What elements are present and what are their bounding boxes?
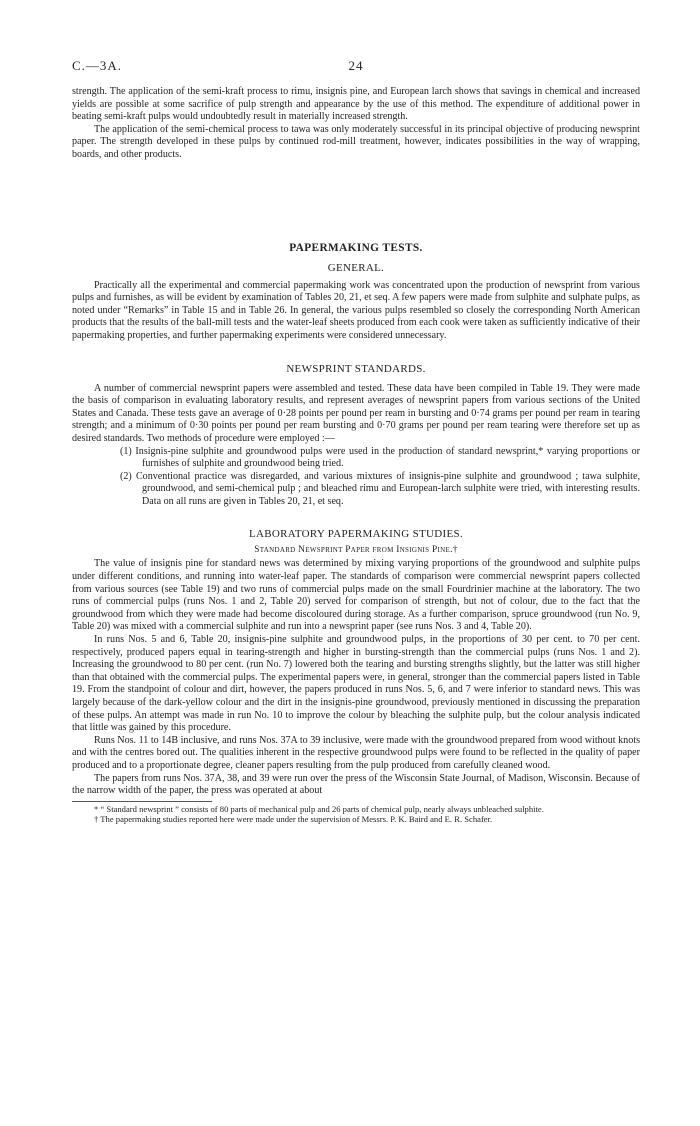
intro-paragraph: The application of the semi-chemical process to tawa was only moderately successful in its principal objective of producing newsprint paper. The strength developed in these pulps by continued rod-mill treatment, however, indicates possibilities in the way of wrapping, boards, and other products. — [72, 123, 640, 160]
footnote: † The papermaking studies reported here were made under the supervision of Messrs. P. K. Baird and E. R. Schafer. — [94, 814, 493, 825]
procedure-list — [72, 446, 640, 509]
section-subtitle-general: GENERAL. — [327, 261, 385, 274]
section-title-papermaking-tests: PAPERMAKING TESTS. — [289, 241, 423, 254]
page-header — [72, 58, 640, 76]
intro-paragraph: strength. The application of the semi-kraft process to rimu, insignis pine, and European larch shows that savings in chemical and increased yields are possible at some sacrifice of pulp strength and appearance by the use of this method. The expenditure of additional power in beating semi-kraft pulps would undoubtedly result in materially increased strength. — [72, 86, 640, 123]
body-paragraph: The papers from runs Nos. 37A, 38, and 39 were run over the press of the Wisconsin State Journal, of Madison, Wisconsin. Because of the narrow width of the paper, the press was operated at about — [72, 772, 640, 797]
list-item: (2) Conventional practice was disregarded, and various mixtures of insignis-pine sulphite and groundwood ; tawa sulphite, groundwood, and semi-chemical pulp ; and bleached rimu and European-larch sulphite were tried, with interesting results. Data on all runs are given in Tables 20, 21, et seq. — [120, 470, 640, 507]
body-paragraph: Runs Nos. 11 to 14B inclusive, and runs Nos. 37A to 39 inclusive, were made with the groundwood prepared from wood without knots and with the centres bored out. The qualities inherent in the respective groundwood pulps were found to be reflected in the quality of paper produced and to a proportionate degree, cleaner papers resulting from the pulp produced from carefully cleaned wood. — [72, 734, 640, 771]
footnote-divider — [72, 801, 212, 802]
body-paragraph: The value of insignis pine for standard news was determined by mixing varying proportions of the groundwood and sulphite pulps under different conditions, and running into water-leaf paper. The standards of comparison were commercial newsprint papers collected from various sources (see Table 19) and two runs of commercial pulps made on the small Fourdrinier machine at the laboratory. The two runs of commercial pulps (runs Nos. 1 and 2, Table 20) served for comparison of strength, but not of colour, due to the fact that the groundwood from which they were made had become discoloured during storage. As a further comparison, spruce groundwood (run No. 9, Table 20) was mixed with a commercial sulphite and run into a newsprint paper (see runs Nos. 3 and 4, Table 20). — [72, 558, 640, 633]
body-paragraph: Practically all the experimental and commercial papermaking work was concentrated upon the production of newsprint from various pulps and furnishes, as will be evident by examination of Tables 20, 21, et seq. A few papers were made from sulphite and sulphate pulps, as noted under “Remarks” in Table 15 and in Table 26. In general, the various pulps resembled so closely the corresponding North American products that the results of the ball-mill tests and the water-leaf sheets produced from each cook were taken as sufficiently indicative of their papermaking properties, and further papermaking experiments were considered unnecessary. — [72, 279, 640, 341]
section-subtitle-standard-newsprint: Standard Newsprint Paper from Insignis Pine.† — [254, 545, 458, 556]
page-number: 24 — [348, 58, 364, 73]
document-reference: C.—3A. — [72, 58, 123, 73]
body-paragraph: A number of commercial newsprint papers were assembled and tested. These data have been compiled in Table 19. They were made the basis of comparison in evaluating laboratory results, and represent averages of newsprint papers from various sections of the United States and Canada. These tests gave an average of 0·28 points per pound per ream in bursting and 0·74 grams per pound per ream in tearing strength; and a minimum of 0·30 points per pound per ream bursting and 0·70 grams per pound per ream tearing were therefore set up as desired standards. Two methods of procedure were employed :— — [72, 382, 640, 444]
body-paragraph: In runs Nos. 5 and 6, Table 20, insignis-pine sulphite and groundwood pulps, in the proportions of 30 per cent. to 70 per cent. respectively, produced papers equal in tearing-strength and higher in bursting-strength than the commercial pulps (runs Nos. 1 and 2). Increasing the groundwood to 80 per cent. (run No. 7) lowered both the tearing and bursting strengths slightly, but the latter was still higher than that obtained with the commercial pulps. The experimental papers were, in general, stronger than the commercial papers listed in Table 19. From the standpoint of colour and dirt, however, the papers produced in runs Nos. 5, 6, and 7 were inferior to standard news. This was largely because of the dark-yellow colour and the dirt in the insignis-pine groundwood, previously mentioned in discussing the preparation of these pulps. An attempt was made in run No. 10 to improve the colour by bleaching the sulphite pulp, but the colour analysis indicated that little was gained by this procedure. — [72, 634, 640, 734]
footnote: * “ Standard newsprint ” consists of 80 parts of mechanical pulp and 26 parts of chemical pulp, nearly always unbleached sulphite. — [94, 803, 544, 814]
list-item: (1) Insignis-pine sulphite and groundwood pulps were used in the production of standard newsprint,* varying proportions or furnishes of sulphite and groundwood being tried. — [120, 445, 640, 470]
section-title-newsprint-standards: NEWSPRINT STANDARDS. — [286, 362, 426, 375]
footnotes — [72, 804, 640, 825]
section-title-laboratory-papermaking: LABORATORY PAPERMAKING STUDIES. — [249, 528, 463, 541]
document-page — [72, 58, 640, 825]
